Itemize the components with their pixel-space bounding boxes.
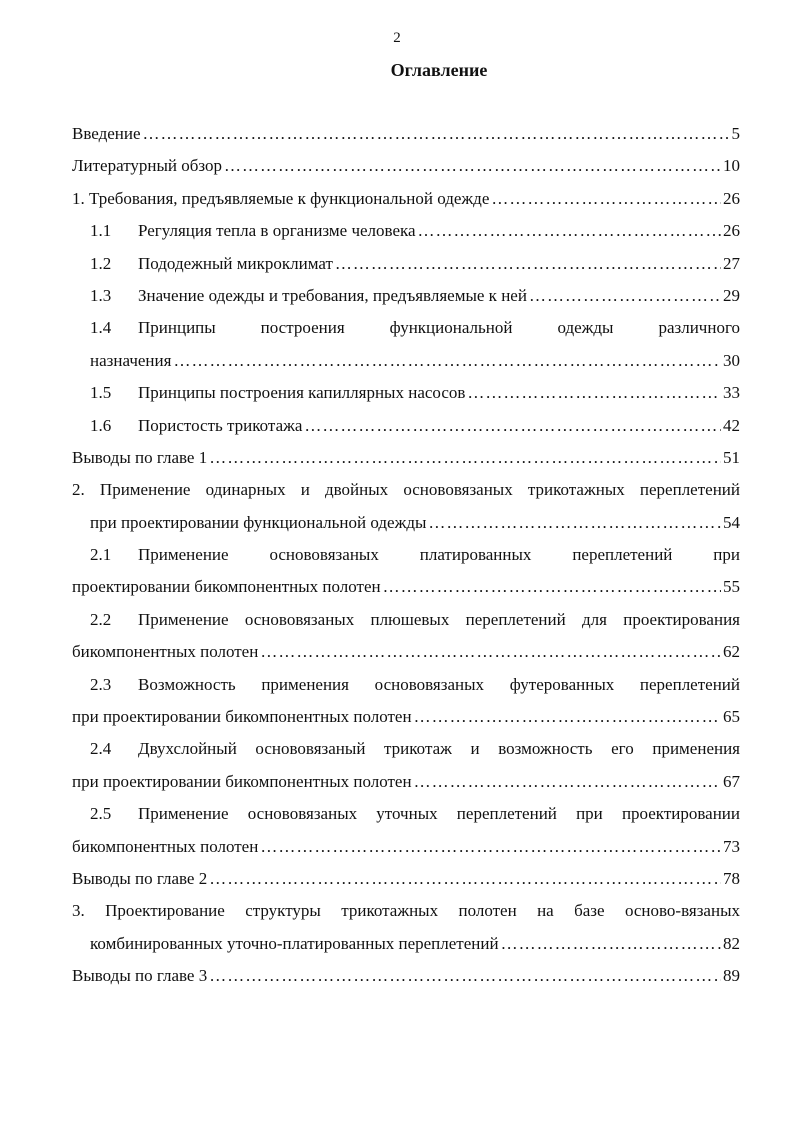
toc-entry-number: 1.3 bbox=[90, 285, 112, 305]
toc-entry-page: 78 bbox=[723, 868, 740, 888]
toc-entry-label: Выводы по главе 3 bbox=[72, 966, 208, 986]
toc-entry-label-line1: 3. Проектирование структуры трикотажных полотен на базе осново-вязаных bbox=[72, 901, 740, 921]
toc-entry-2-3[interactable] bbox=[72, 669, 740, 734]
toc-entry-number: 2.4 bbox=[90, 739, 112, 759]
toc-entry-page: 26 bbox=[723, 221, 740, 241]
toc-entry-label: Литературный обзор bbox=[72, 156, 223, 176]
toc-entry-label-line1: Применение основовязаных платированных переплетений при bbox=[138, 545, 740, 565]
toc-entry-page: 29 bbox=[723, 285, 740, 305]
toc-entry-label: Выводы по главе 1 bbox=[72, 447, 208, 467]
toc-entry-label-line1: Двухслойный основовязаный трикотаж и возможность его применения bbox=[138, 739, 740, 759]
toc-entry-page: 54 bbox=[723, 512, 740, 532]
toc-entry-page: 42 bbox=[723, 415, 740, 435]
dot-leader bbox=[209, 960, 721, 992]
toc-entry-2-5[interactable] bbox=[72, 798, 740, 863]
toc-entry-page: 51 bbox=[723, 447, 740, 467]
table-of-contents bbox=[72, 118, 740, 993]
toc-entry-page: 65 bbox=[723, 707, 740, 727]
dot-leader bbox=[173, 345, 721, 377]
toc-entry-label-line2: проектировании бикомпонентных полотен bbox=[72, 577, 381, 597]
toc-entry-conclusions-2[interactable] bbox=[72, 863, 740, 895]
toc-entry-chapter-1[interactable] bbox=[72, 183, 740, 215]
toc-entry-number: 2.5 bbox=[90, 804, 112, 824]
toc-entry-page: 33 bbox=[723, 383, 740, 403]
toc-entry-chapter-2[interactable] bbox=[72, 474, 740, 539]
toc-entry-1-4[interactable] bbox=[72, 312, 740, 377]
dot-leader bbox=[335, 248, 721, 280]
toc-entry-label-line2: при проектировании бикомпонентных полотен bbox=[72, 771, 412, 791]
toc-entry-label-line2: при проектировании бикомпонентных полотен bbox=[72, 707, 412, 727]
toc-entry-page: 10 bbox=[723, 156, 740, 176]
dot-leader bbox=[414, 766, 721, 798]
dot-leader bbox=[428, 507, 721, 539]
toc-entry-2-2[interactable] bbox=[72, 604, 740, 669]
toc-entry-number: 1.4 bbox=[90, 318, 112, 338]
toc-entry-number: 1.6 bbox=[90, 415, 112, 435]
toc-entry-conclusions-1[interactable] bbox=[72, 442, 740, 474]
dot-leader bbox=[304, 410, 721, 442]
dot-leader bbox=[418, 215, 721, 247]
dot-leader bbox=[529, 280, 721, 312]
dot-leader bbox=[260, 831, 721, 863]
toc-entry-literature-review[interactable] bbox=[72, 150, 740, 182]
toc-entry-number: 1.1 bbox=[90, 221, 112, 241]
page-number: 2 bbox=[393, 30, 401, 46]
toc-entry-number: 2.3 bbox=[90, 674, 112, 694]
toc-entry-page: 30 bbox=[723, 350, 740, 370]
toc-entry-2-1[interactable] bbox=[72, 539, 740, 604]
toc-entry-1-6[interactable] bbox=[72, 410, 740, 442]
toc-entry-label-line1: Принципы построения функциональной одежды различного bbox=[138, 318, 740, 338]
dot-leader bbox=[383, 571, 721, 603]
toc-entry-page: 27 bbox=[723, 253, 740, 273]
toc-entry-page: 62 bbox=[723, 642, 740, 662]
toc-entry-1-5[interactable] bbox=[72, 377, 740, 409]
dot-leader bbox=[260, 636, 721, 668]
toc-entry-label: Принципы построения капиллярных насосов bbox=[138, 383, 466, 403]
toc-entry-conclusions-3[interactable] bbox=[72, 960, 740, 992]
toc-entry-number: 2.1 bbox=[90, 545, 112, 565]
toc-entry-label: Регуляция тепла в организме человека bbox=[138, 221, 416, 241]
toc-entry-page: 55 bbox=[723, 577, 740, 597]
toc-entry-1-2[interactable] bbox=[72, 248, 740, 280]
toc-entry-label: Значение одежды и требования, предъявляемые к ней bbox=[138, 285, 527, 305]
toc-entry-page: 67 bbox=[723, 771, 740, 791]
toc-entry-label-line2: бикомпонентных полотен bbox=[72, 642, 259, 662]
dot-leader bbox=[143, 118, 730, 150]
dot-leader bbox=[224, 150, 721, 182]
toc-entry-page: 73 bbox=[723, 836, 740, 856]
toc-entry-2-4[interactable] bbox=[72, 733, 740, 798]
toc-entry-introduction[interactable] bbox=[72, 118, 740, 150]
toc-entry-label: Пододежный микроклимат bbox=[138, 253, 333, 273]
dot-leader bbox=[501, 928, 721, 960]
toc-entry-number: 2.2 bbox=[90, 609, 112, 629]
toc-entry-label-line2: комбинированных уточно-платированных переплетений bbox=[90, 933, 499, 953]
toc-entry-chapter-3[interactable] bbox=[72, 895, 740, 960]
toc-entry-label-line1: Применение основовязаных плюшевых переплетений для проектирования bbox=[138, 609, 740, 629]
toc-entry-page: 89 bbox=[723, 966, 740, 986]
dot-leader bbox=[414, 701, 721, 733]
dot-leader bbox=[209, 442, 721, 474]
toc-entry-label-line1: Применение основовязаных уточных переплетений при проектировании bbox=[138, 804, 740, 824]
toc-entry-page: 82 bbox=[723, 933, 740, 953]
toc-entry-label-line1: 2. Применение одинарных и двойных основовязаных трикотажных переплетений bbox=[72, 480, 740, 500]
dot-leader bbox=[209, 863, 721, 895]
toc-entry-page: 5 bbox=[731, 124, 740, 143]
toc-entry-number: 1.5 bbox=[90, 383, 112, 403]
toc-entry-label: Пористость трикотажа bbox=[138, 415, 303, 435]
toc-entry-label: Введение bbox=[72, 124, 141, 143]
dot-leader bbox=[491, 183, 721, 215]
toc-entry-number: 1.2 bbox=[90, 253, 112, 273]
toc-entry-label-line2: назначения bbox=[90, 350, 172, 370]
toc-entry-label: Выводы по главе 2 bbox=[72, 868, 208, 888]
toc-entry-label: 1. Требования, предъявляемые к функциональной одежде bbox=[72, 188, 490, 208]
toc-entry-1-1[interactable] bbox=[72, 215, 740, 247]
toc-entry-1-3[interactable] bbox=[72, 280, 740, 312]
toc-entry-label-line2: при проектировании функциональной одежды bbox=[90, 512, 427, 532]
toc-entry-label-line1: Возможность применения основовязаных футерованных переплетений bbox=[138, 674, 740, 694]
toc-entry-page: 26 bbox=[723, 188, 740, 208]
toc-title: Оглавление bbox=[390, 60, 488, 80]
dot-leader bbox=[467, 377, 721, 409]
toc-entry-label-line2: бикомпонентных полотен bbox=[72, 836, 259, 856]
